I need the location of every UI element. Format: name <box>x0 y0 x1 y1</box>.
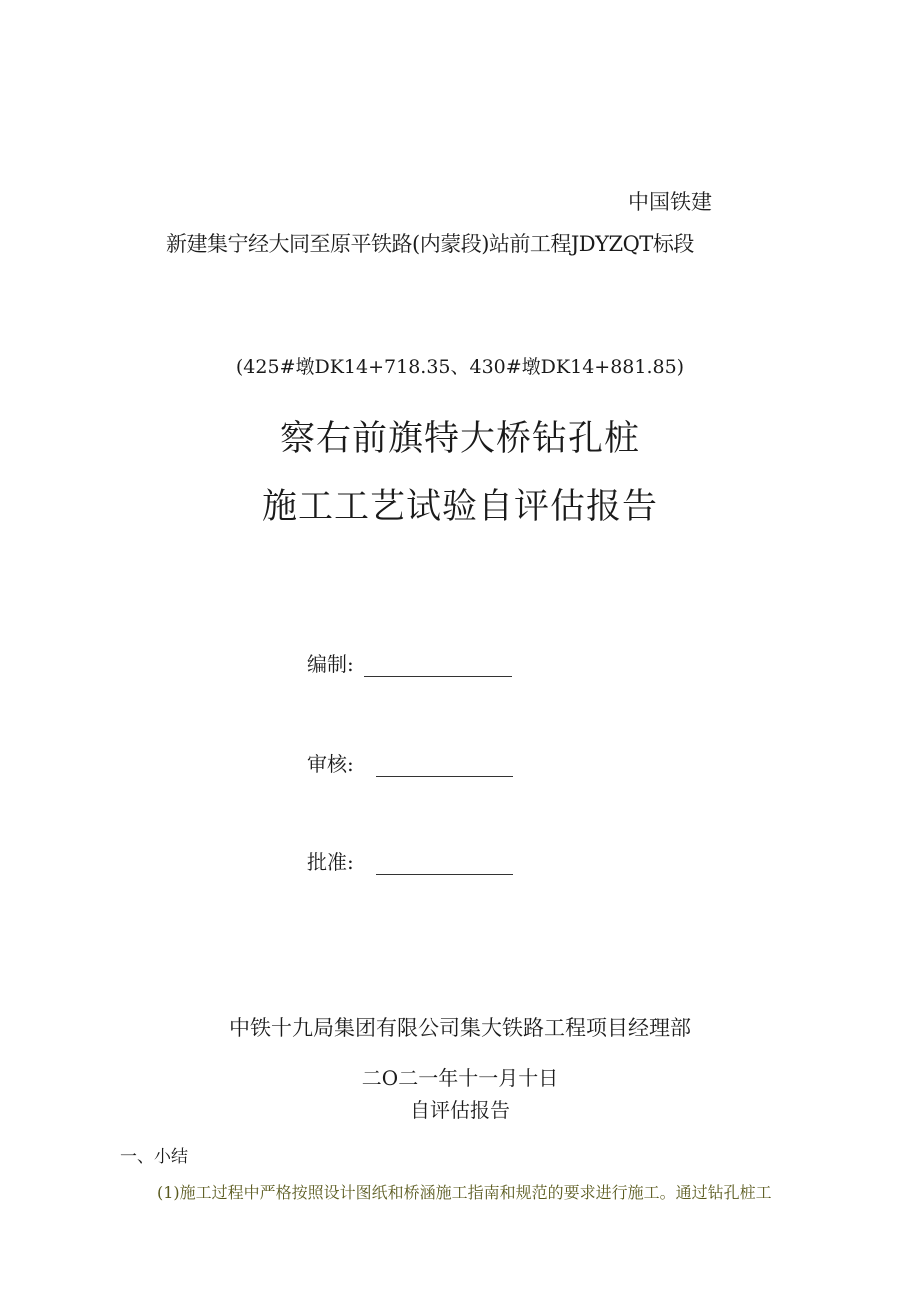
signature-compiled <box>307 648 512 677</box>
signature-blank <box>376 852 513 875</box>
report-date: 二O二一年十一月十日 <box>361 1066 559 1090</box>
signature-blank <box>364 654 512 677</box>
organization-name: 中铁十九局集团有限公司集大铁路工程项目经理部 <box>229 1016 691 1040</box>
section-heading: 一、小结 <box>120 1147 188 1167</box>
project-title: 新建集宁经大同至原平铁路(内蒙段)站前工程JDYZQT标段 <box>166 232 694 256</box>
signature-blank <box>376 754 513 777</box>
signature-reviewed <box>307 748 513 777</box>
signature-label: 批准: <box>307 850 354 874</box>
report-label: 自评估报告 <box>410 1098 510 1122</box>
signature-label: 编制: <box>307 652 354 676</box>
signature-approved <box>307 846 513 875</box>
report-title-line2: 施工工艺试验自评估报告 <box>261 487 658 527</box>
report-title-line1: 察右前旗特大桥钻孔桩 <box>279 419 640 459</box>
pier-range: (425#墩DK14+718.35、430#墩DK14+881.85) <box>235 356 685 378</box>
signature-label: 审核: <box>307 752 354 776</box>
company-name: 中国铁建 <box>628 190 712 214</box>
body-paragraph: (1)施工过程中严格按照设计图纸和桥涵施工指南和规范的要求进行施工。通过钻孔桩工 <box>157 1183 772 1202</box>
